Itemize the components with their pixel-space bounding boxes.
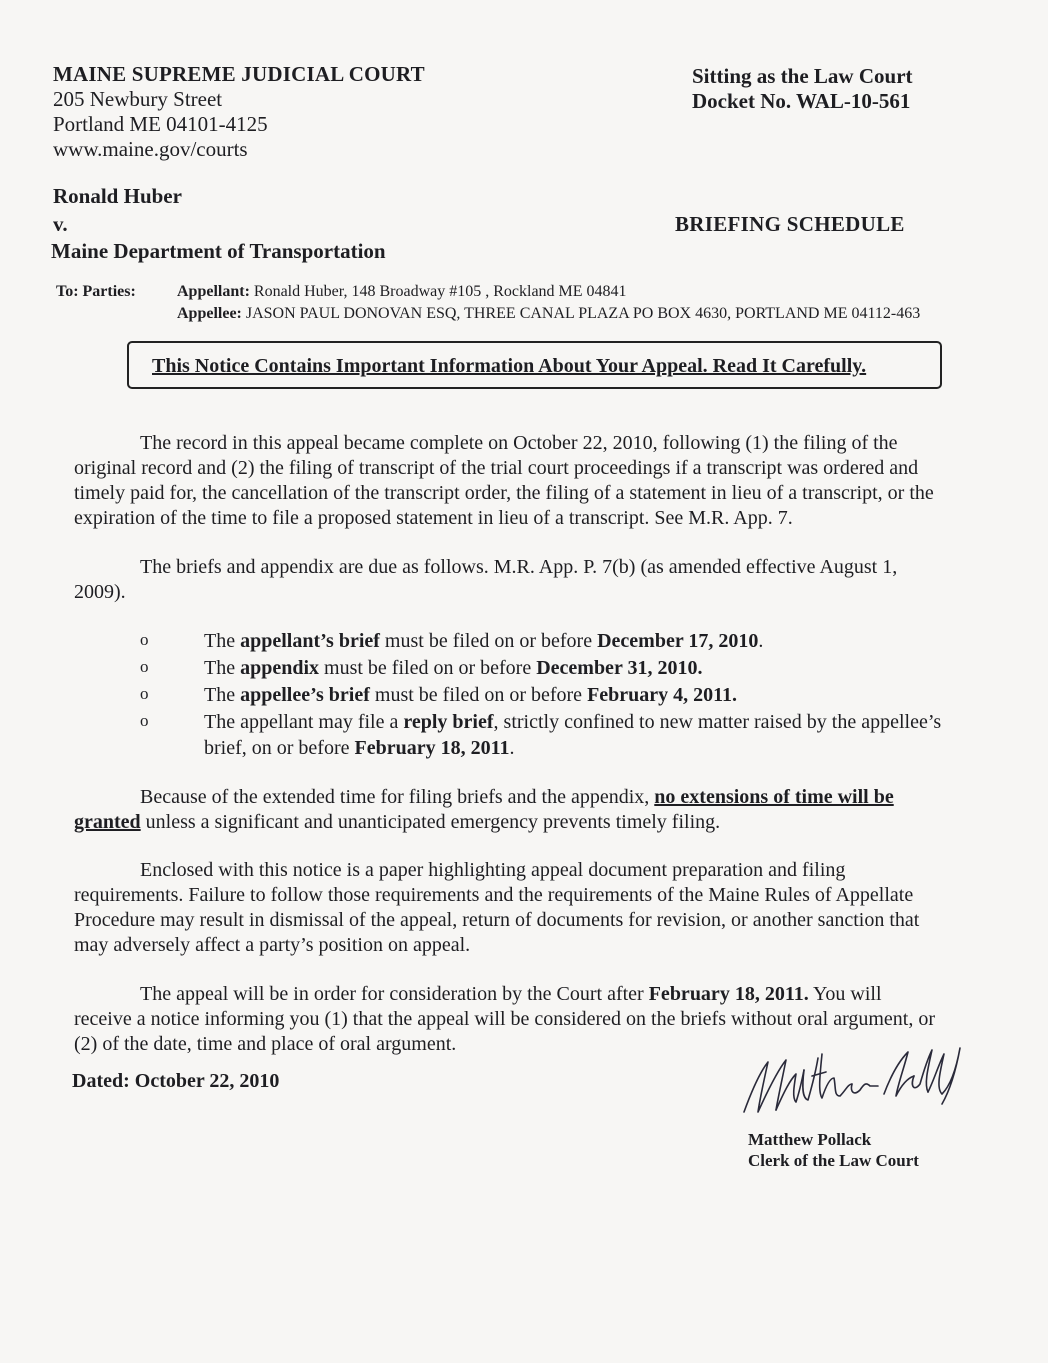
plaintiff-name: Ronald Huber xyxy=(53,184,182,208)
bullet-mark: o xyxy=(140,657,149,676)
appellee-role: Appellee: xyxy=(177,305,242,322)
appellee-line xyxy=(177,305,920,323)
to-label: To: Parties: xyxy=(56,283,136,300)
para3-underline2: granted xyxy=(74,811,141,833)
para3-line2 xyxy=(74,810,1004,835)
appellant-line xyxy=(177,283,627,301)
para4-line2: requirements. Failure to follow those requirements and the requirements of the Maine Rules of Appellate xyxy=(74,884,914,906)
handwritten-signature xyxy=(738,1040,968,1120)
court-street: 205 Newbury Street xyxy=(53,87,223,111)
para5-post: You will xyxy=(808,983,882,1005)
versus: v. xyxy=(53,212,68,236)
para5-line3: (2) of the date, time and place of oral argument. xyxy=(74,1033,457,1055)
appellant-role: Appellant: xyxy=(177,283,250,300)
document-title: BRIEFING SCHEDULE xyxy=(675,212,905,236)
paragraph-record-complete xyxy=(74,431,1004,531)
bullet-appendix xyxy=(204,655,702,681)
bullet-reply-brief xyxy=(204,709,941,761)
b1-post: . xyxy=(758,630,764,652)
para5-date: February 18, 2011. xyxy=(648,983,809,1005)
b1-pre: The xyxy=(204,630,241,652)
dated-line: Dated: October 22, 2010 xyxy=(72,1070,280,1092)
b1-mid: must be filed on or before xyxy=(379,630,598,652)
b4-post: . xyxy=(509,737,515,759)
b2-date: December 31, 2010. xyxy=(536,657,703,679)
para5-line1 xyxy=(74,982,1004,1007)
b1-bold1: appellant’s brief xyxy=(240,630,380,652)
b2-bold1: appendix xyxy=(240,657,320,679)
b1-date: December 17, 2010 xyxy=(597,630,759,652)
b4-mid: , strictly confined to new matter raised by the appellee’s xyxy=(493,711,942,733)
docket-number: Docket No. WAL-10-561 xyxy=(692,89,911,113)
para4-line3: Procedure may result in dismissal of the appeal, return of documents for revision, or another sanction that xyxy=(74,909,920,931)
appellant-address: Ronald Huber, 148 Broadway #105 , Rockland ME 04841 xyxy=(253,283,627,300)
b3-bold1: appellee’s brief xyxy=(240,684,370,706)
b4-bold1: reply brief xyxy=(403,711,494,733)
bullet-mark: o xyxy=(140,711,149,730)
bullet-mark: o xyxy=(140,630,149,649)
bullet-appellant-brief xyxy=(204,628,763,654)
sitting-label: Sitting as the Law Court xyxy=(692,64,913,88)
b4-line2: brief, on or before xyxy=(204,737,355,759)
paragraph-no-extensions xyxy=(74,785,1004,835)
para3-underline1: no extensions of time will be xyxy=(654,786,894,808)
signer-title: Clerk of the Law Court xyxy=(748,1151,919,1170)
b4-pre: The appellant may file a xyxy=(204,711,404,733)
b2-mid: must be filed on or before xyxy=(319,657,537,679)
b3-pre: The xyxy=(204,684,241,706)
para5-pre: The appeal will be in order for consideration by the Court after xyxy=(140,983,649,1005)
appellee-address: JASON PAUL DONOVAN ESQ, THREE CANAL PLAZA PO BOX 4630, PORTLAND ME 04112-463 xyxy=(245,305,921,322)
para2-line1: The briefs and appendix are due as follows. M.R. App. P. 7(b) (as amended effective August 1, xyxy=(140,556,898,578)
para3-pre: Because of the extended time for filing briefs and the appendix, xyxy=(140,786,655,808)
bullet-appellee-brief xyxy=(204,682,737,708)
para3-line1 xyxy=(74,785,1004,810)
para4-line4: may adversely affect a party’s position on appeal. xyxy=(74,934,471,956)
signer-name: Matthew Pollack xyxy=(748,1130,872,1149)
para4-line1: Enclosed with this notice is a paper highlighting appeal document preparation and filing xyxy=(140,859,846,881)
court-city: Portland ME 04101-4125 xyxy=(53,112,268,136)
notice-text: This Notice Contains Important Information About Your Appeal. Read It Carefully. xyxy=(152,355,867,377)
para3-post: unless a significant and unanticipated emergency prevents timely filing. xyxy=(140,811,721,833)
to-parties-label xyxy=(56,283,136,301)
court-website: www.maine.gov/courts xyxy=(53,137,248,161)
para5-line2: receive a notice informing you (1) that the appeal will be considered on the briefs without oral argument, or xyxy=(74,1008,936,1030)
para2-line2: 2009). xyxy=(74,581,126,603)
b3-date: February 4, 2011. xyxy=(587,684,738,706)
b2-pre: The xyxy=(204,657,241,679)
para1-line2: original record and (2) the filing of transcript of the trial court proceedings if a transcript was ordered and xyxy=(74,457,919,479)
b3-mid: must be filed on or before xyxy=(369,684,588,706)
defendant-name: Maine Department of Transportation xyxy=(51,239,386,263)
court-name: MAINE SUPREME JUDICIAL COURT xyxy=(53,62,425,86)
para1-line1: The record in this appeal became complete on October 22, 2010, following (1) the filing of the xyxy=(140,432,898,454)
b4-date: February 18, 2011 xyxy=(354,737,510,759)
bullet-mark: o xyxy=(140,684,149,703)
para1-line3: timely paid for, the cancellation of the transcript order, the filing of a statement in lieu of a transcript, or the xyxy=(74,482,934,504)
paragraph-briefs-due xyxy=(74,555,1004,605)
paragraph-enclosed xyxy=(74,858,1004,958)
para1-line4: expiration of the time to file a proposed statement in lieu of a transcript. See M.R. App. 7. xyxy=(74,507,793,529)
